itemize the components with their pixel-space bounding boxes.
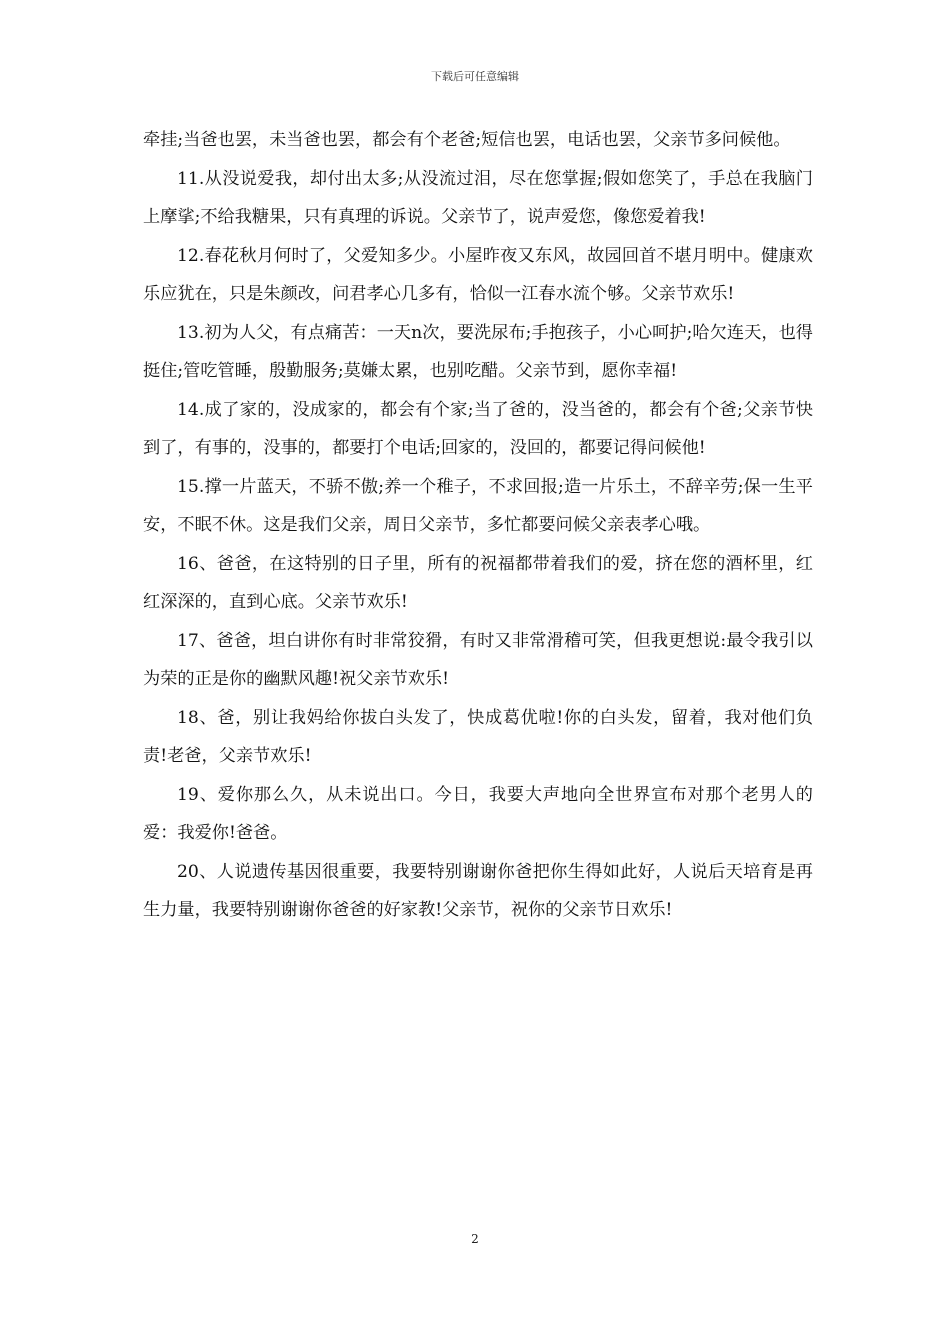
page-number: 2 bbox=[471, 1232, 479, 1246]
paragraph-item-15: 15.撑一片蓝天，不骄不傲;养一个稚子，不求回报;造一片乐土，不辞辛劳;保一生平安，不眠不休。这是我们父亲，周日父亲节，多忙都要问候父亲表孝心哦。 bbox=[143, 476, 813, 535]
page-header: 下载后可任意编辑 bbox=[431, 70, 519, 83]
paragraph-item-18: 18、爸，别让我妈给你拔白头发了，快成葛优啦!你的白头发，留着，我对他们负责!老爸，父亲节欢乐! bbox=[143, 707, 813, 766]
document-body bbox=[143, 121, 813, 930]
paragraph-item-12: 12.春花秋月何时了，父爱知多少。小屋昨夜又东风，故园回首不堪月明中。健康欢乐应犹在，只是朱颜改，问君孝心几多有，恰似一江春水流个够。父亲节欢乐! bbox=[143, 245, 813, 304]
paragraph-item-13: 13.初为人父，有点痛苦：一天n次，要洗尿布;手抱孩子，小心呵护;哈欠连天，也得挺住;管吃管睡，殷勤服务;莫嫌太累，也别吃醋。父亲节到，愿你幸福! bbox=[143, 322, 813, 381]
paragraph-item-11: 11.从没说爱我，却付出太多;从没流过泪，尽在您掌握;假如您笑了，手总在我脑门上摩挲;不给我糖果，只有真理的诉说。父亲节了，说声爱您，像您爱着我! bbox=[143, 168, 813, 227]
paragraph-item-19: 19、爱你那么久，从未说出口。今日，我要大声地向全世界宣布对那个老男人的爱：我爱你!爸爸。 bbox=[143, 784, 813, 843]
paragraph-item-14: 14.成了家的，没成家的，都会有个家;当了爸的，没当爸的，都会有个爸;父亲节快到了，有事的，没事的，都要打个电话;回家的，没回的，都要记得问候他! bbox=[143, 399, 813, 458]
paragraph-continuation: 牵挂;当爸也罢，未当爸也罢，都会有个老爸;短信也罢，电话也罢，父亲节多问候他。 bbox=[143, 130, 791, 150]
paragraph-item-16: 16、爸爸，在这特别的日子里，所有的祝福都带着我们的爱，挤在您的酒杯里，红红深深的，直到心底。父亲节欢乐! bbox=[143, 553, 813, 612]
paragraph-item-17: 17、爸爸，坦白讲你有时非常狡猾，有时又非常滑稽可笑，但我更想说:最令我引以为荣的正是你的幽默风趣!祝父亲节欢乐! bbox=[143, 630, 813, 689]
paragraph-item-20: 20、人说遗传基因很重要，我要特别谢谢你爸把你生得如此好，人说后天培育是再生力量，我要特别谢谢你爸爸的好家教!父亲节，祝你的父亲节日欢乐! bbox=[143, 861, 813, 920]
